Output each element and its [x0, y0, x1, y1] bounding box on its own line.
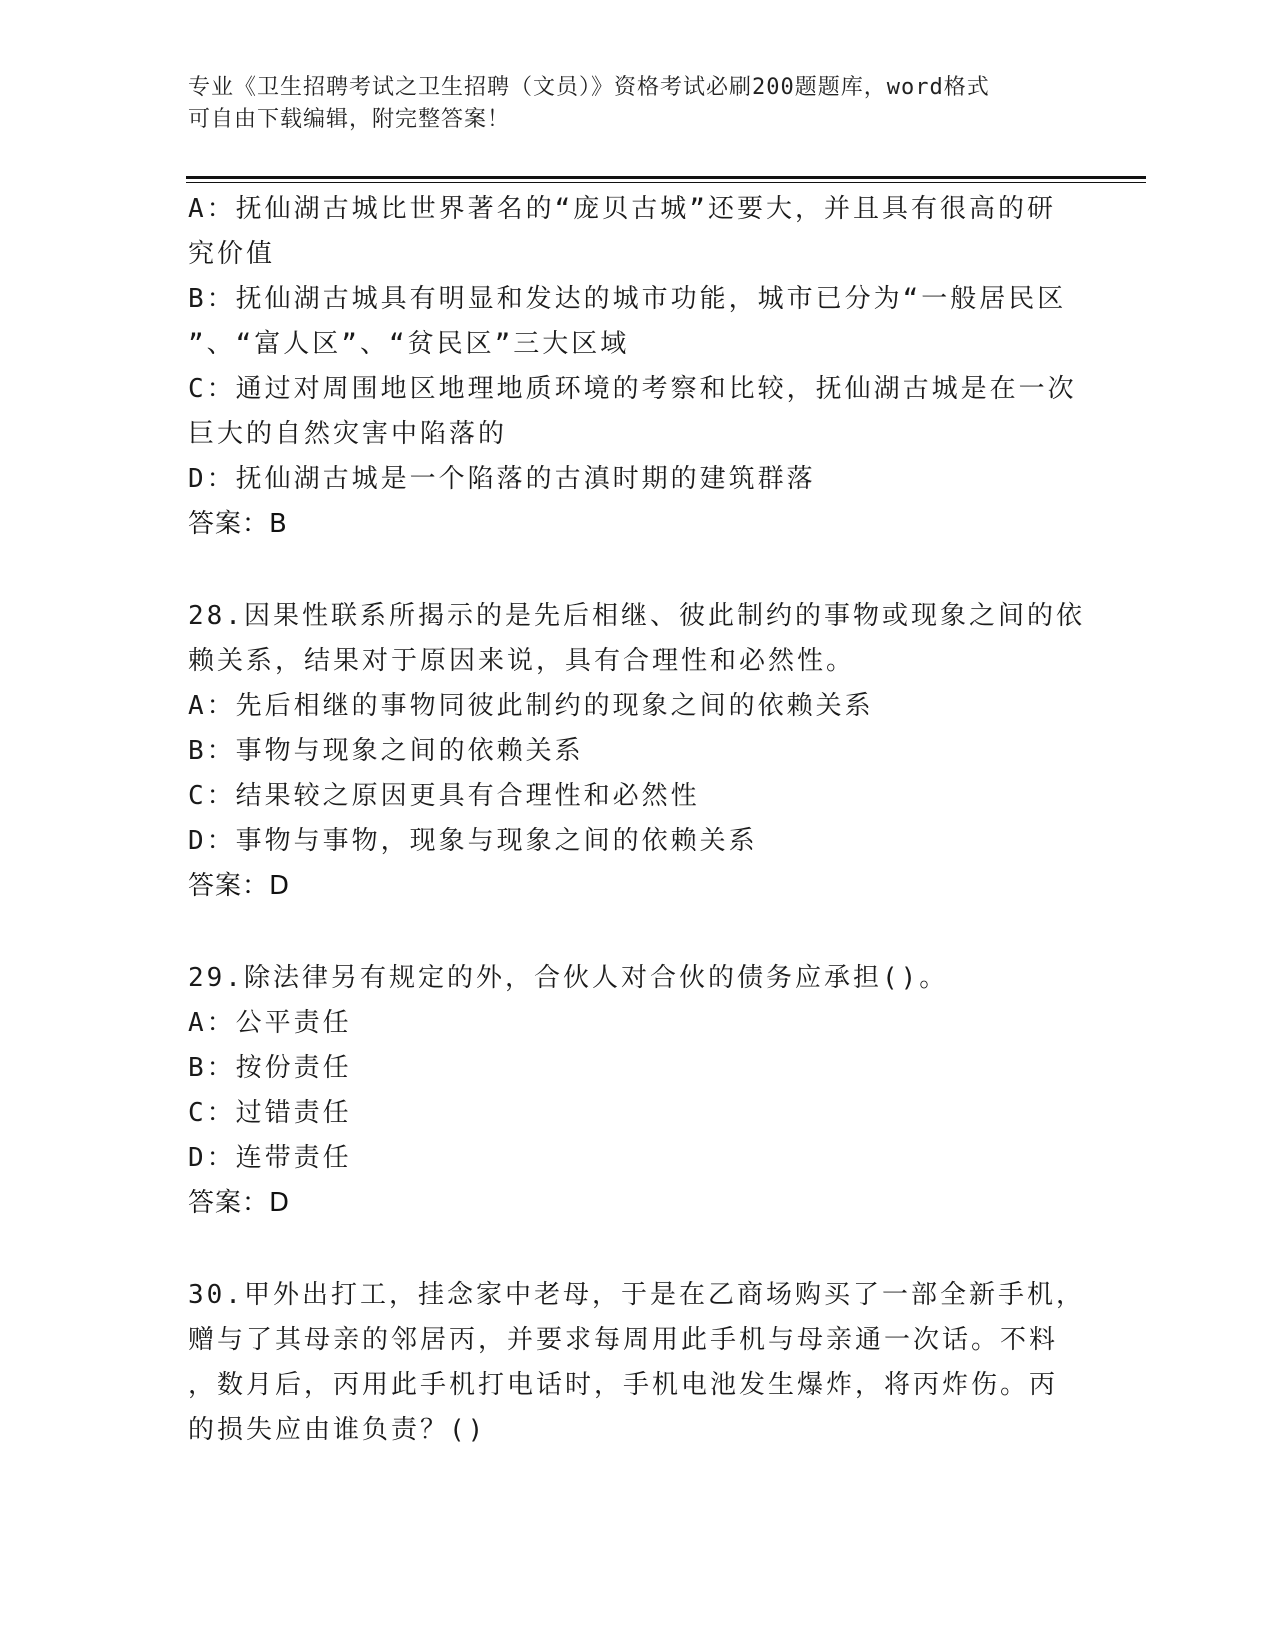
question-text: 29.除法律另有规定的外，合伙人对合伙的债务应承担()。	[188, 963, 949, 993]
option-c: C：结果较之原因更具有合理性和必然性	[188, 781, 700, 811]
question-text-line-2: 赠与了其母亲的邻居丙，并要求每周用此手机与母亲通一次话。不料	[188, 1325, 1059, 1355]
question-block-27-options	[188, 187, 1088, 547]
answer-label: 答案：B	[188, 509, 288, 539]
option-b-line-2: ”、“富人区”、“贫民区”三大区域	[188, 329, 630, 359]
question-block-30	[188, 1273, 1088, 1453]
option-c-line-1: C：通过对周围地区地理地质环境的考察和比较，抚仙湖古城是在一次	[188, 374, 1077, 404]
question-text-line-1: 30.甲外出打工，挂念家中老母，于是在乙商场购买了一部全新手机，	[188, 1280, 1085, 1310]
option-c-line-2: 巨大的自然灾害中陷落的	[188, 419, 508, 449]
header-divider-thick	[186, 176, 1146, 179]
header-line-1: 专业《卫生招聘考试之卫生招聘（文员）》资格考试必刷200题题库，word格式	[188, 75, 990, 100]
option-b: B：按份责任	[188, 1053, 352, 1083]
document-body	[188, 187, 1088, 1453]
option-d: D：连带责任	[188, 1143, 352, 1173]
option-c: C：过错责任	[188, 1098, 352, 1128]
option-a-line-2: 究价值	[188, 239, 276, 269]
option-a: A：先后相继的事物同彼此制约的现象之间的依赖关系	[188, 691, 874, 721]
option-b-line-1: B：抚仙湖古城具有明显和发达的城市功能，城市已分为“一般居民区	[188, 284, 1067, 314]
header-line-2: 可自由下载编辑，附完整答案！	[188, 107, 511, 132]
question-text-line-2: 赖关系，结果对于原因来说，具有合理性和必然性。	[188, 646, 856, 676]
page-header	[188, 72, 1068, 136]
question-text-line-4: 的损失应由谁负责？()	[188, 1415, 487, 1445]
answer-label: 答案：D	[188, 871, 291, 901]
question-block-28	[188, 594, 1088, 909]
question-text-line-3: ，数月后，丙用此手机打电话时，手机电池发生爆炸，将丙炸伤。丙	[188, 1370, 1059, 1400]
option-d: D：事物与事物，现象与现象之间的依赖关系	[188, 826, 758, 856]
option-d: D：抚仙湖古城是一个陷落的古滇时期的建筑群落	[188, 464, 816, 494]
answer-label: 答案：D	[188, 1188, 291, 1218]
option-b: B：事物与现象之间的依赖关系	[188, 736, 584, 766]
header-divider-thin	[186, 182, 1146, 183]
option-a-line-1: A：抚仙湖古城比世界著名的“庞贝古城”还要大，并且具有很高的研	[188, 194, 1056, 224]
option-a: A：公平责任	[188, 1008, 352, 1038]
question-text-line-1: 28.因果性联系所揭示的是先后相继、彼此制约的事物或现象之间的依	[188, 601, 1085, 631]
question-block-29	[188, 956, 1088, 1226]
